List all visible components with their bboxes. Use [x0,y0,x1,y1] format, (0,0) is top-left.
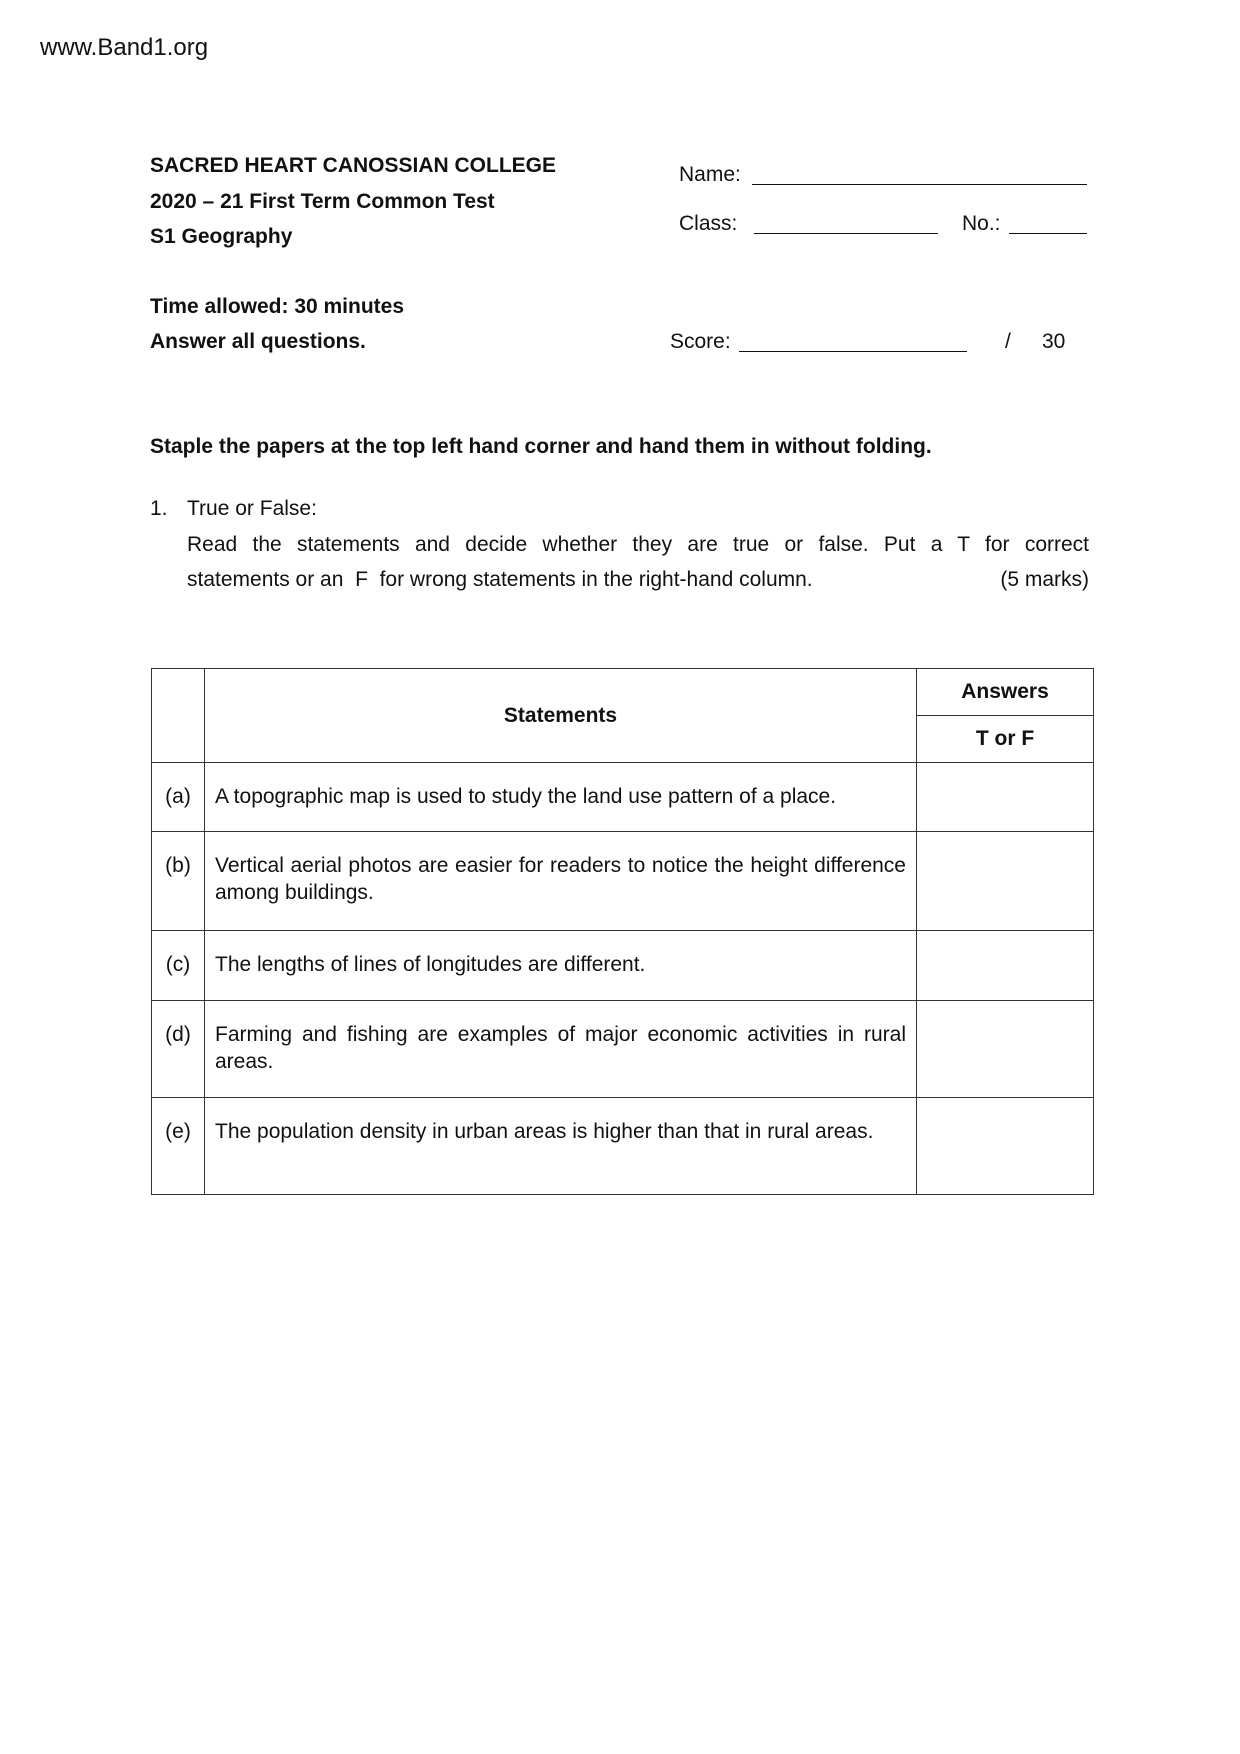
row-label: (b) [152,832,205,931]
score-total: 30 [1042,330,1066,353]
school-name: SACRED HEART CANOSSIAN COLLEGE [150,154,557,177]
name-label: Name: [679,163,741,186]
name-field[interactable] [752,184,1087,185]
question-instruction-line1: Read the statements and decide whether they are true or false. Put a T for correct [187,533,1089,556]
statement-text: Vertical aerial photos are easier for readers to notice the height difference among buildings. [205,832,917,931]
score-field[interactable] [739,351,967,352]
table-row [152,1001,1094,1098]
class-label: Class: [679,212,738,235]
time-allowed: Time allowed: 30 minutes [150,295,405,318]
score-label: Score: [670,330,731,353]
label-header [152,669,205,763]
answer-cell[interactable] [917,763,1094,832]
question-instruction-line2: statements or an F for wrong statements in the right-hand column. [187,568,813,591]
tf-header: T or F [917,716,1094,763]
statements-table [151,668,1094,1195]
row-label: (d) [152,1001,205,1098]
row-label: (c) [152,931,205,1001]
answer-cell[interactable] [917,931,1094,1001]
question-title: True or False: [187,497,317,520]
statements-header: Statements [205,669,917,763]
row-label: (a) [152,763,205,832]
subject: S1 Geography [150,225,293,248]
table-row [152,763,1094,832]
test-title: 2020 – 21 First Term Common Test [150,190,495,213]
statement-text: The lengths of lines of longitudes are different. [205,931,917,1001]
answer-cell[interactable] [917,832,1094,931]
class-field[interactable] [754,233,938,234]
table-row [152,832,1094,931]
staple-notice: Staple the papers at the top left hand corner and hand them in without folding. [150,435,932,458]
answer-cell[interactable] [917,1001,1094,1098]
table-row [152,1098,1094,1195]
row-label: (e) [152,1098,205,1195]
question-marks: (5 marks) [1000,568,1089,591]
no-label: No.: [962,212,1001,235]
question-number: 1. [150,497,168,520]
statement-text: Farming and fishing are examples of major economic activities in rural areas. [205,1001,917,1098]
answer-cell[interactable] [917,1098,1094,1195]
score-slash: / [1005,330,1011,353]
statement-text: A topographic map is used to study the land use pattern of a place. [205,763,917,832]
instruction: Answer all questions. [150,330,366,353]
watermark: www.Band1.org [40,34,209,61]
table-row [152,931,1094,1001]
no-field[interactable] [1009,233,1087,234]
answers-header: Answers [917,669,1094,716]
statement-text: The population density in urban areas is higher than that in rural areas. [205,1098,917,1195]
